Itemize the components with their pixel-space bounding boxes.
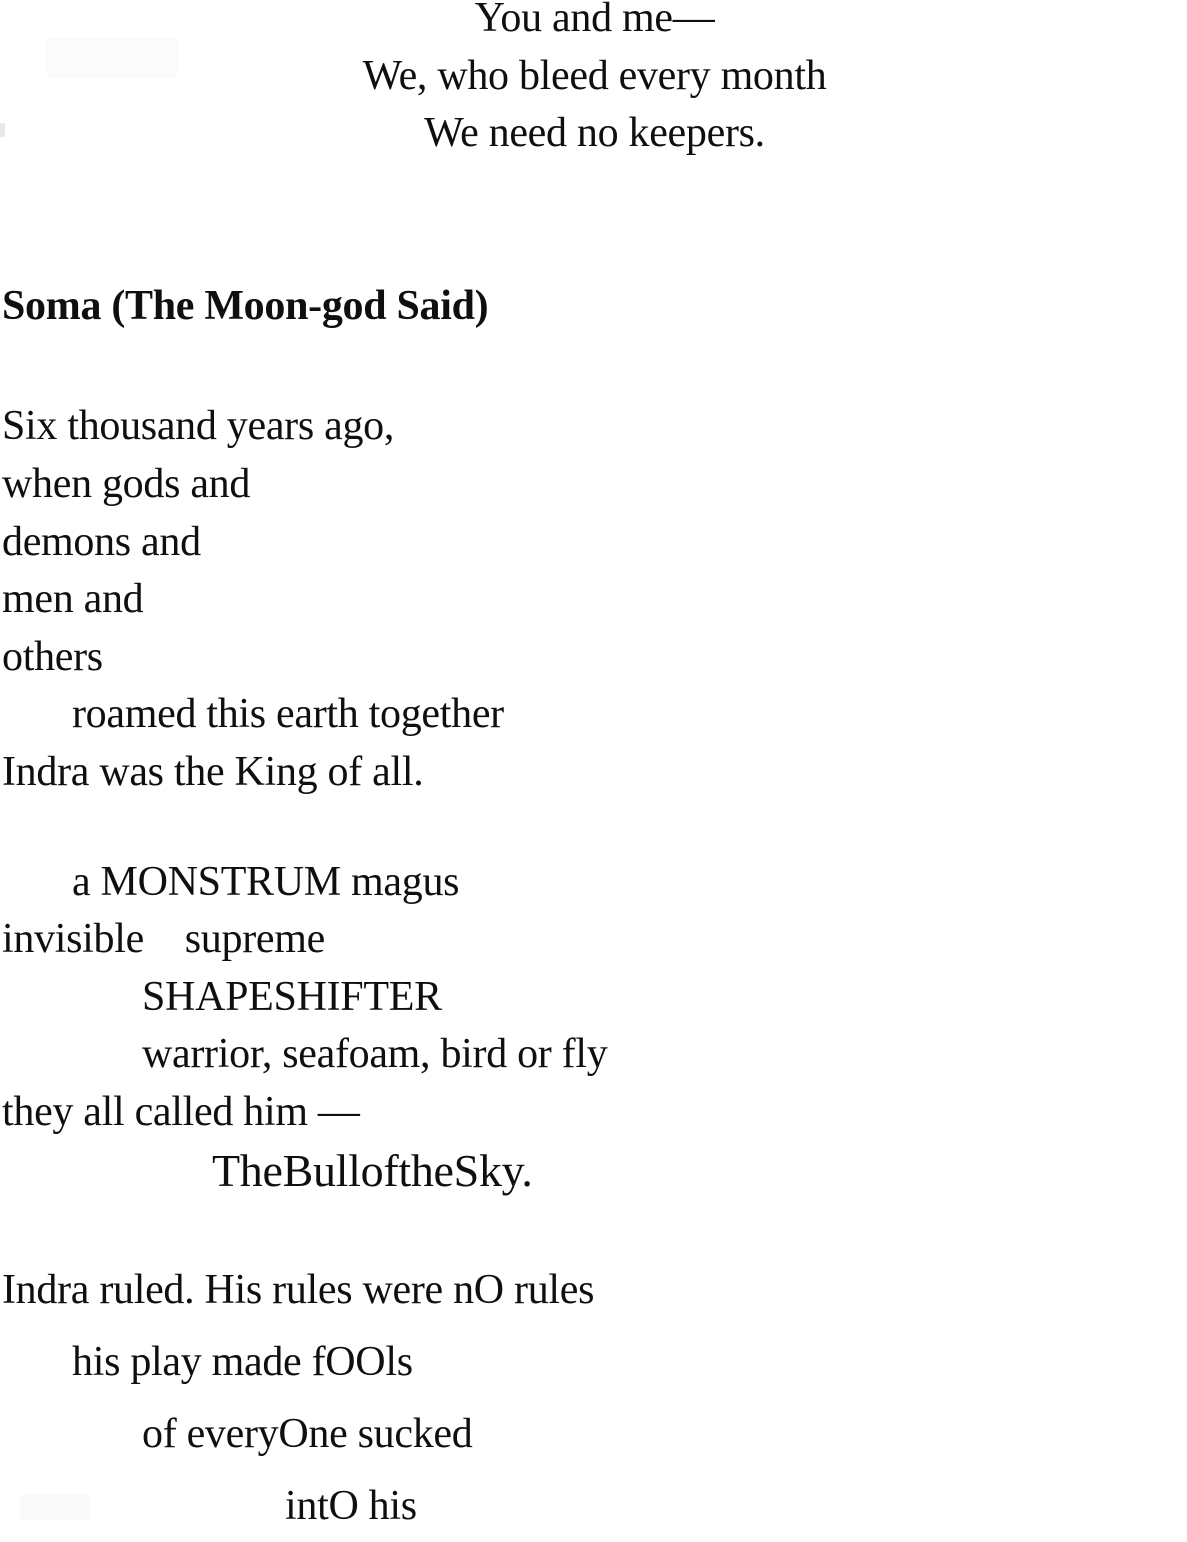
- poem-line: they all called him —: [2, 1088, 360, 1135]
- poem-line: Indra was the King of all.: [2, 748, 424, 795]
- poem-line: demons and: [2, 518, 201, 565]
- poem-line: men and: [2, 576, 144, 623]
- poem-line: others: [2, 633, 103, 680]
- poem-line: We need no keepers.: [424, 110, 765, 157]
- poem-line: You and me—: [474, 0, 715, 41]
- poem-line: We, who bleed every month: [362, 52, 827, 99]
- poem-line: his play made fOOls: [72, 1339, 413, 1386]
- poem-line: SHAPESHIFTER: [142, 973, 442, 1020]
- poem-title: Soma (The Moon-god Said): [2, 282, 489, 329]
- poem-line: Indra ruled. His rules were nO rules: [2, 1267, 595, 1314]
- poem-line: roamed this earth together: [72, 691, 504, 738]
- poem-line: invisible supreme: [2, 916, 325, 963]
- stanza-3: [2, 1254, 1187, 1542]
- poem-line: warrior, seafoam, bird or fly: [142, 1031, 608, 1078]
- poem-line: a MONSTRUM magus: [72, 858, 460, 905]
- poem-line: of everyOne sucked: [142, 1411, 473, 1458]
- poem-line: TheBulloftheSky.: [212, 1144, 533, 1196]
- poem-line: intO his: [285, 1483, 417, 1530]
- stanza-2: [2, 854, 1187, 1200]
- epigraph-stanza: [2, 0, 1187, 163]
- poem-line: when gods and: [2, 460, 251, 507]
- stanza-1: [2, 398, 1187, 801]
- poem-line: Six thousand years ago,: [2, 403, 395, 450]
